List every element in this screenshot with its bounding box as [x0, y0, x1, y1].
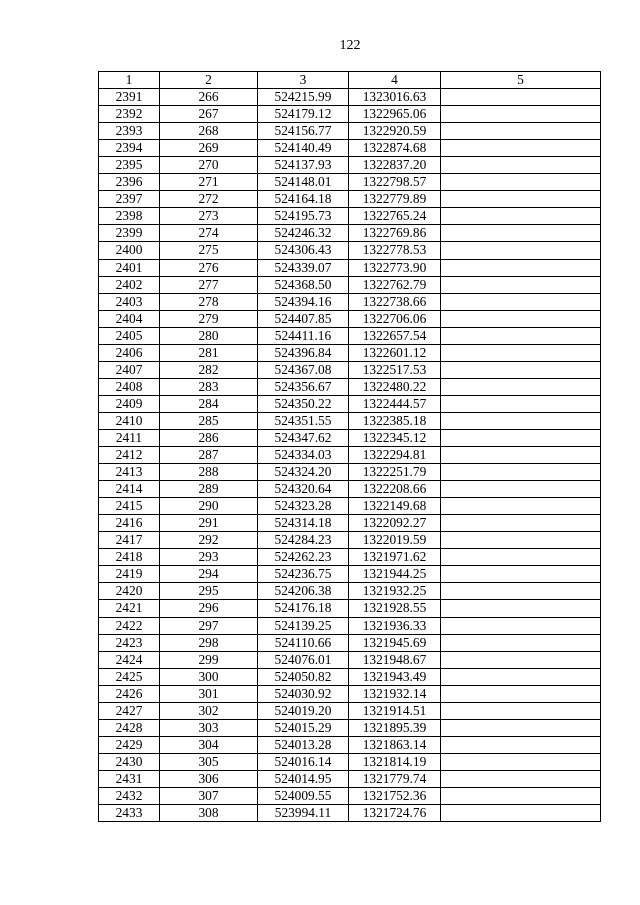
table-cell: 524215.99 — [258, 89, 349, 106]
table-cell: 289 — [160, 481, 258, 498]
table-cell: 286 — [160, 429, 258, 446]
table-cell: 1321932.25 — [349, 583, 441, 600]
table-cell: 277 — [160, 276, 258, 293]
table-cell: 1321944.25 — [349, 566, 441, 583]
table-row — [99, 327, 601, 344]
table-cell: 287 — [160, 447, 258, 464]
table-cell: 1321814.19 — [349, 753, 441, 770]
table-cell: 2402 — [99, 276, 160, 293]
table-cell: 524110.66 — [258, 634, 349, 651]
table-cell: 1322517.53 — [349, 361, 441, 378]
table-cell: 302 — [160, 702, 258, 719]
table-cell — [441, 378, 601, 395]
table-cell: 1321752.36 — [349, 787, 441, 804]
table-cell — [441, 140, 601, 157]
table-cell: 2429 — [99, 736, 160, 753]
table-cell — [441, 532, 601, 549]
table-cell: 278 — [160, 293, 258, 310]
table-row — [99, 344, 601, 361]
table-cell: 1321779.74 — [349, 770, 441, 787]
table-cell: 524076.01 — [258, 651, 349, 668]
table-cell: 1322208.66 — [349, 481, 441, 498]
table-cell: 1322920.59 — [349, 123, 441, 140]
table-row — [99, 208, 601, 225]
table-cell: 296 — [160, 600, 258, 617]
table-cell — [441, 770, 601, 787]
table-row — [99, 89, 601, 106]
table-cell: 1322837.20 — [349, 157, 441, 174]
table-cell: 2430 — [99, 753, 160, 770]
table-cell: 524356.67 — [258, 378, 349, 395]
table-cell: 1322019.59 — [349, 532, 441, 549]
table-row — [99, 412, 601, 429]
table-cell: 284 — [160, 395, 258, 412]
table-cell: 1322385.18 — [349, 412, 441, 429]
table-cell — [441, 805, 601, 822]
table-cell — [441, 498, 601, 515]
table-cell: 2411 — [99, 429, 160, 446]
table-cell: 524347.62 — [258, 429, 349, 446]
header-row — [99, 72, 601, 89]
table-cell: 524334.03 — [258, 447, 349, 464]
table-cell: 524314.18 — [258, 515, 349, 532]
table-cell: 1321945.69 — [349, 634, 441, 651]
table-cell: 1322778.53 — [349, 242, 441, 259]
table-cell: 524396.84 — [258, 344, 349, 361]
table-cell — [441, 685, 601, 702]
table-cell: 2401 — [99, 259, 160, 276]
table-cell: 2404 — [99, 310, 160, 327]
table-cell: 1322765.24 — [349, 208, 441, 225]
table-cell: 273 — [160, 208, 258, 225]
table-row — [99, 651, 601, 668]
table-cell: 267 — [160, 106, 258, 123]
table-body — [99, 89, 601, 822]
table-cell: 2426 — [99, 685, 160, 702]
table-cell: 524140.49 — [258, 140, 349, 157]
table-cell — [441, 208, 601, 225]
table-cell: 524176.18 — [258, 600, 349, 617]
table-row — [99, 515, 601, 532]
table-cell: 524306.43 — [258, 242, 349, 259]
table-cell: 268 — [160, 123, 258, 140]
table-row — [99, 600, 601, 617]
table-cell: 1321948.67 — [349, 651, 441, 668]
table-row — [99, 242, 601, 259]
table-cell: 2415 — [99, 498, 160, 515]
table-row — [99, 174, 601, 191]
table-row — [99, 464, 601, 481]
table-cell: 524236.75 — [258, 566, 349, 583]
table-cell: 524139.25 — [258, 617, 349, 634]
table-cell — [441, 89, 601, 106]
table-cell: 274 — [160, 225, 258, 242]
table-cell: 271 — [160, 174, 258, 191]
table-row — [99, 447, 601, 464]
table-cell: 282 — [160, 361, 258, 378]
table-cell: 1322480.22 — [349, 378, 441, 395]
table-row — [99, 123, 601, 140]
table-cell: 2407 — [99, 361, 160, 378]
table-cell: 1322444.57 — [349, 395, 441, 412]
table-cell: 2422 — [99, 617, 160, 634]
table-cell: 2424 — [99, 651, 160, 668]
table-cell — [441, 157, 601, 174]
table-cell: 306 — [160, 770, 258, 787]
table-cell: 2427 — [99, 702, 160, 719]
table-cell: 298 — [160, 634, 258, 651]
table-cell — [441, 259, 601, 276]
table-cell: 524323.28 — [258, 498, 349, 515]
table-cell: 280 — [160, 327, 258, 344]
table-row — [99, 805, 601, 822]
table-cell — [441, 600, 601, 617]
table-cell: 297 — [160, 617, 258, 634]
table-cell: 2417 — [99, 532, 160, 549]
table-cell: 524262.23 — [258, 549, 349, 566]
table-cell: 524339.07 — [258, 259, 349, 276]
table-cell: 2418 — [99, 549, 160, 566]
table-cell: 2421 — [99, 600, 160, 617]
table-cell — [441, 276, 601, 293]
table-row — [99, 566, 601, 583]
table-cell: 2416 — [99, 515, 160, 532]
table-cell: 524394.16 — [258, 293, 349, 310]
column-header: 5 — [441, 72, 601, 89]
table-row — [99, 225, 601, 242]
table-cell — [441, 668, 601, 685]
table-cell: 2428 — [99, 719, 160, 736]
table-cell: 524407.85 — [258, 310, 349, 327]
table-cell — [441, 447, 601, 464]
table-cell: 283 — [160, 378, 258, 395]
table-cell: 2405 — [99, 327, 160, 344]
table-cell: 524148.01 — [258, 174, 349, 191]
table-cell: 2394 — [99, 140, 160, 157]
table-cell: 2397 — [99, 191, 160, 208]
table-row — [99, 787, 601, 804]
table-cell: 291 — [160, 515, 258, 532]
table-cell — [441, 464, 601, 481]
table-cell: 2400 — [99, 242, 160, 259]
table-cell: 1322149.68 — [349, 498, 441, 515]
table-row — [99, 498, 601, 515]
table-row — [99, 106, 601, 123]
table-cell: 1321928.55 — [349, 600, 441, 617]
table-row — [99, 259, 601, 276]
table-cell: 524195.73 — [258, 208, 349, 225]
column-header: 2 — [160, 72, 258, 89]
table-cell: 1322345.12 — [349, 429, 441, 446]
table-cell: 295 — [160, 583, 258, 600]
table-cell: 523994.11 — [258, 805, 349, 822]
table-cell: 294 — [160, 566, 258, 583]
table-cell: 2419 — [99, 566, 160, 583]
table-cell — [441, 174, 601, 191]
table-cell: 1322738.66 — [349, 293, 441, 310]
table-cell: 1322965.06 — [349, 106, 441, 123]
table-cell: 276 — [160, 259, 258, 276]
table-cell — [441, 719, 601, 736]
table-cell: 293 — [160, 549, 258, 566]
table-cell: 2423 — [99, 634, 160, 651]
table-cell: 524164.18 — [258, 191, 349, 208]
table-cell — [441, 515, 601, 532]
table-row — [99, 481, 601, 498]
table-cell: 1322773.90 — [349, 259, 441, 276]
table-row — [99, 617, 601, 634]
table-cell: 1322092.27 — [349, 515, 441, 532]
table-row — [99, 719, 601, 736]
table-row — [99, 157, 601, 174]
table-cell: 2431 — [99, 770, 160, 787]
table-cell: 281 — [160, 344, 258, 361]
table-cell: 524015.29 — [258, 719, 349, 736]
table-cell — [441, 293, 601, 310]
table-cell: 524179.12 — [258, 106, 349, 123]
table-cell — [441, 310, 601, 327]
table-row — [99, 736, 601, 753]
table-row — [99, 753, 601, 770]
table-cell — [441, 361, 601, 378]
table-header — [99, 72, 601, 89]
table-row — [99, 532, 601, 549]
table-cell: 524320.64 — [258, 481, 349, 498]
table-cell: 299 — [160, 651, 258, 668]
table-cell: 292 — [160, 532, 258, 549]
table-cell: 2391 — [99, 89, 160, 106]
table-cell: 524009.55 — [258, 787, 349, 804]
column-header: 1 — [99, 72, 160, 89]
table-row — [99, 361, 601, 378]
table-cell — [441, 753, 601, 770]
table-cell: 2408 — [99, 378, 160, 395]
table-row — [99, 770, 601, 787]
column-header: 4 — [349, 72, 441, 89]
page-number: 122 — [339, 38, 361, 53]
table-cell: 2410 — [99, 412, 160, 429]
table-cell: 1322762.79 — [349, 276, 441, 293]
table-row — [99, 634, 601, 651]
table-row — [99, 685, 601, 702]
table-cell — [441, 583, 601, 600]
table-cell: 524014.95 — [258, 770, 349, 787]
column-header: 3 — [258, 72, 349, 89]
table-cell: 2409 — [99, 395, 160, 412]
table-cell: 1322601.12 — [349, 344, 441, 361]
table-cell: 2420 — [99, 583, 160, 600]
table-row — [99, 276, 601, 293]
table-cell — [441, 429, 601, 446]
table-cell: 1321932.14 — [349, 685, 441, 702]
table-cell — [441, 242, 601, 259]
table-cell: 524206.38 — [258, 583, 349, 600]
table-cell: 524019.20 — [258, 702, 349, 719]
table-row — [99, 668, 601, 685]
table-row — [99, 583, 601, 600]
table-cell: 272 — [160, 191, 258, 208]
table-cell — [441, 634, 601, 651]
table-cell: 524156.77 — [258, 123, 349, 140]
table-cell: 1322769.86 — [349, 225, 441, 242]
table-cell — [441, 787, 601, 804]
table-row — [99, 191, 601, 208]
table-cell: 524368.50 — [258, 276, 349, 293]
table-cell: 1322251.79 — [349, 464, 441, 481]
table-cell — [441, 327, 601, 344]
table-cell: 308 — [160, 805, 258, 822]
table-cell: 1321914.51 — [349, 702, 441, 719]
table-cell — [441, 106, 601, 123]
table-cell: 266 — [160, 89, 258, 106]
table-cell: 270 — [160, 157, 258, 174]
table-cell: 2432 — [99, 787, 160, 804]
table-cell: 1322798.57 — [349, 174, 441, 191]
table-cell — [441, 549, 601, 566]
table-cell — [441, 191, 601, 208]
table-cell: 1321863.14 — [349, 736, 441, 753]
table-row — [99, 429, 601, 446]
table-cell: 290 — [160, 498, 258, 515]
table-cell: 524411.16 — [258, 327, 349, 344]
table-cell: 1323016.63 — [349, 89, 441, 106]
table-cell: 524030.92 — [258, 685, 349, 702]
table-cell: 1322657.54 — [349, 327, 441, 344]
table-row — [99, 549, 601, 566]
table-cell: 305 — [160, 753, 258, 770]
table-cell — [441, 702, 601, 719]
table-cell: 524246.32 — [258, 225, 349, 242]
table-row — [99, 310, 601, 327]
table-cell: 300 — [160, 668, 258, 685]
table-cell: 2403 — [99, 293, 160, 310]
table-cell: 2398 — [99, 208, 160, 225]
table-cell: 1321895.39 — [349, 719, 441, 736]
table-cell — [441, 395, 601, 412]
table-cell — [441, 736, 601, 753]
table-cell — [441, 566, 601, 583]
table-cell: 1322874.68 — [349, 140, 441, 157]
table-cell: 279 — [160, 310, 258, 327]
table-cell — [441, 225, 601, 242]
table-cell: 524351.55 — [258, 412, 349, 429]
table-cell: 2393 — [99, 123, 160, 140]
table-cell: 524324.20 — [258, 464, 349, 481]
table-cell: 2433 — [99, 805, 160, 822]
table-row — [99, 378, 601, 395]
table-cell: 1322779.89 — [349, 191, 441, 208]
table-cell: 269 — [160, 140, 258, 157]
table-cell: 2413 — [99, 464, 160, 481]
table-cell: 1321971.62 — [349, 549, 441, 566]
coordinates-table — [98, 71, 601, 822]
table-cell: 301 — [160, 685, 258, 702]
table-cell: 524016.14 — [258, 753, 349, 770]
table-cell: 524137.93 — [258, 157, 349, 174]
table-cell: 2414 — [99, 481, 160, 498]
table-cell: 2412 — [99, 447, 160, 464]
table-cell — [441, 651, 601, 668]
table-cell: 524050.82 — [258, 668, 349, 685]
table-row — [99, 702, 601, 719]
table-cell: 288 — [160, 464, 258, 481]
table-cell: 2392 — [99, 106, 160, 123]
table-row — [99, 140, 601, 157]
table-row — [99, 293, 601, 310]
table-cell — [441, 123, 601, 140]
table-cell: 2396 — [99, 174, 160, 191]
table-cell — [441, 344, 601, 361]
table-cell: 307 — [160, 787, 258, 804]
table-cell: 524350.22 — [258, 395, 349, 412]
table-cell: 303 — [160, 719, 258, 736]
table-cell: 2406 — [99, 344, 160, 361]
table-cell: 2425 — [99, 668, 160, 685]
table-cell: 2395 — [99, 157, 160, 174]
table-cell — [441, 412, 601, 429]
table-cell: 1321936.33 — [349, 617, 441, 634]
table-cell — [441, 617, 601, 634]
table-row — [99, 395, 601, 412]
table-cell: 1321943.49 — [349, 668, 441, 685]
table-cell: 524284.23 — [258, 532, 349, 549]
table-cell: 285 — [160, 412, 258, 429]
table-cell: 1322706.06 — [349, 310, 441, 327]
table-cell — [441, 481, 601, 498]
table-cell: 524367.08 — [258, 361, 349, 378]
table-cell: 1322294.81 — [349, 447, 441, 464]
table-cell: 1321724.76 — [349, 805, 441, 822]
table-cell: 275 — [160, 242, 258, 259]
table-cell: 304 — [160, 736, 258, 753]
table-cell: 2399 — [99, 225, 160, 242]
table-cell: 524013.28 — [258, 736, 349, 753]
